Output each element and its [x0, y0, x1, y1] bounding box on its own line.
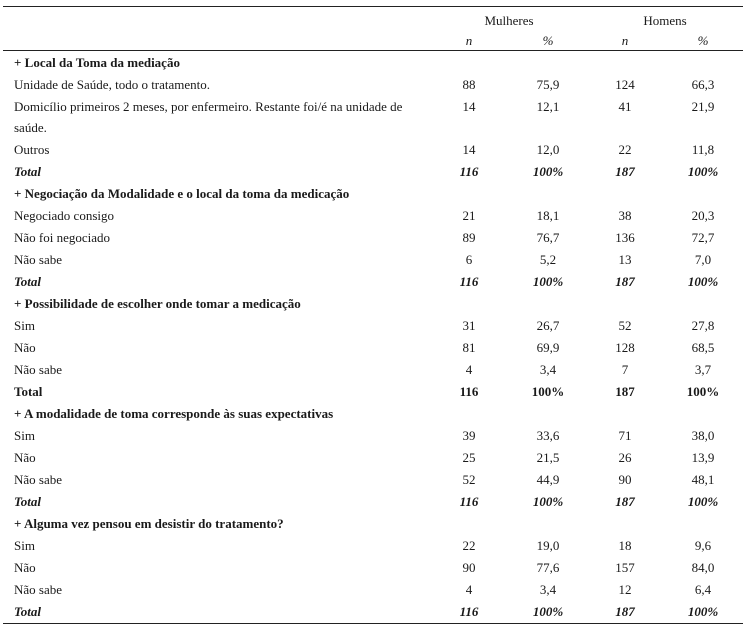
- women-n: 4: [465, 582, 473, 597]
- group-header-homens: Homens: [643, 13, 687, 28]
- total-label: Total: [14, 274, 41, 289]
- women-n-total: 116: [459, 384, 479, 399]
- row-label: Outros: [14, 142, 50, 157]
- men-percent: 38,0: [691, 428, 715, 443]
- men-n: 7: [621, 362, 629, 377]
- row-label: Sim: [14, 538, 35, 553]
- men-n: 12: [618, 582, 632, 597]
- men-n-total: 187: [615, 494, 635, 509]
- men-n-total: 187: [615, 164, 635, 179]
- men-percent: 20,3: [691, 208, 715, 223]
- row-label: Não: [14, 340, 36, 355]
- women-n: 52: [462, 472, 476, 487]
- women-percent: 18,1: [536, 208, 560, 223]
- men-percent: 13,9: [691, 450, 715, 465]
- row-label: Não foi negociado: [14, 230, 111, 245]
- section-title: + Negociação da Modalidade e o local da toma da medicação: [14, 186, 350, 201]
- women-n: 81: [462, 340, 476, 355]
- men-percent: 9,6: [694, 538, 712, 553]
- table-row: [0, 447, 745, 469]
- women-n: 39: [462, 428, 476, 443]
- women-percent-total: 100%: [532, 274, 564, 289]
- total-row: [0, 161, 745, 183]
- table-row: [0, 139, 745, 161]
- section-title: + A modalidade de toma corresponde às suas expectativas: [14, 406, 334, 421]
- women-n: 21: [462, 208, 476, 223]
- men-n: 124: [615, 77, 635, 92]
- total-row: [0, 381, 745, 403]
- total-label: Total: [14, 494, 41, 509]
- men-percent-total: 100%: [687, 494, 719, 509]
- women-n: 4: [465, 362, 473, 377]
- row-label: Sim: [14, 318, 35, 333]
- women-percent-total: 100%: [532, 164, 564, 179]
- men-percent: 48,1: [691, 472, 715, 487]
- row-label: Negociado consigo: [14, 208, 115, 223]
- total-label: Total: [14, 164, 41, 179]
- section-header: [0, 183, 745, 205]
- bottom-rule: [3, 623, 743, 624]
- women-n: 88: [462, 77, 476, 92]
- men-n-total: 187: [615, 604, 635, 619]
- women-n-total: 116: [459, 604, 479, 619]
- women-percent: 5,2: [539, 252, 557, 267]
- subheader-n: n: [621, 33, 629, 48]
- women-percent: 21,5: [536, 450, 560, 465]
- men-n-total: 187: [615, 384, 635, 399]
- women-percent: 69,9: [536, 340, 560, 355]
- table-row: [0, 74, 745, 96]
- table-row: [0, 249, 745, 271]
- women-percent: 19,0: [536, 538, 560, 553]
- women-percent: 44,9: [536, 472, 560, 487]
- subheader-percent: %: [697, 33, 709, 48]
- men-percent-total: 100%: [687, 164, 719, 179]
- men-n: 128: [615, 340, 635, 355]
- women-percent: 76,7: [536, 230, 560, 245]
- row-label: Domicílio primeiros 2 meses, por enfermeiro. Restante foi/é na unidade de saúde.: [14, 99, 403, 135]
- table-row: [0, 205, 745, 227]
- men-n: 41: [618, 99, 632, 114]
- women-percent: 3,4: [539, 362, 557, 377]
- row-label: Sim: [14, 428, 35, 443]
- men-n: 13: [618, 252, 632, 267]
- total-row: [0, 271, 745, 293]
- table-row: [0, 469, 745, 491]
- men-percent: 27,8: [691, 318, 715, 333]
- women-n-total: 116: [459, 274, 479, 289]
- men-percent-total: 100%: [687, 274, 719, 289]
- women-n: 22: [462, 538, 476, 553]
- men-n: 157: [615, 560, 635, 575]
- table-row: [0, 337, 745, 359]
- men-percent: 3,7: [694, 362, 712, 377]
- table-row: [0, 557, 745, 579]
- table-row: [0, 227, 745, 249]
- women-n: 25: [462, 450, 476, 465]
- women-n: 6: [465, 252, 473, 267]
- section-header: [0, 293, 745, 315]
- section-header: [0, 513, 745, 535]
- table-row: [0, 315, 745, 337]
- women-percent: 26,7: [536, 318, 560, 333]
- group-header-mulheres: Mulheres: [484, 13, 534, 28]
- subheader-percent: %: [542, 33, 554, 48]
- row-label: Unidade de Saúde, todo o tratamento.: [14, 77, 211, 92]
- men-n: 26: [618, 450, 632, 465]
- men-n: 52: [618, 318, 632, 333]
- section-header: [0, 52, 745, 74]
- men-n-total: 187: [615, 274, 635, 289]
- women-percent: 75,9: [536, 77, 560, 92]
- section-title: + Local da Toma da mediação: [14, 55, 180, 70]
- men-percent-total: 100%: [687, 604, 719, 619]
- women-percent: 12,1: [536, 99, 560, 114]
- header-rule: [3, 50, 743, 51]
- women-n: 89: [462, 230, 476, 245]
- top-rule: [3, 6, 743, 7]
- men-percent: 66,3: [691, 77, 715, 92]
- women-percent: 3,4: [539, 582, 557, 597]
- total-row: [0, 601, 745, 623]
- men-n: 18: [618, 538, 632, 553]
- total-label: Total: [14, 604, 41, 619]
- men-n: 22: [618, 142, 632, 157]
- men-percent: 6,4: [694, 582, 712, 597]
- women-percent: 33,6: [536, 428, 560, 443]
- total-row: [0, 491, 745, 513]
- women-n: 31: [462, 318, 476, 333]
- row-label: Não sabe: [14, 582, 63, 597]
- table-row: [0, 96, 745, 139]
- women-n: 14: [462, 99, 476, 114]
- women-percent-total: 100%: [532, 494, 564, 509]
- men-n: 38: [618, 208, 632, 223]
- men-percent: 84,0: [691, 560, 715, 575]
- men-n: 136: [615, 230, 635, 245]
- men-percent: 11,8: [691, 142, 715, 157]
- men-percent: 72,7: [691, 230, 715, 245]
- table-row: [0, 359, 745, 381]
- women-percent-total: 100%: [531, 384, 565, 399]
- women-percent: 12,0: [536, 142, 560, 157]
- women-percent-total: 100%: [532, 604, 564, 619]
- table-row: [0, 535, 745, 557]
- row-label: Não: [14, 450, 36, 465]
- women-percent: 77,6: [536, 560, 560, 575]
- table-row: [0, 579, 745, 601]
- women-n: 14: [462, 142, 476, 157]
- section-title: + Possibilidade de escolher onde tomar a medicação: [14, 296, 301, 311]
- men-percent: 21,9: [691, 99, 715, 114]
- row-label: Não sabe: [14, 472, 63, 487]
- table-row: [0, 425, 745, 447]
- total-label: Total: [14, 384, 43, 399]
- row-label: Não sabe: [14, 362, 63, 377]
- men-percent-total: 100%: [686, 384, 720, 399]
- men-percent: 7,0: [694, 252, 712, 267]
- subheader-n: n: [465, 33, 473, 48]
- men-n: 71: [618, 428, 632, 443]
- row-label: Não: [14, 560, 36, 575]
- women-n-total: 116: [459, 164, 479, 179]
- section-title: + Alguma vez pensou em desistir do tratamento?: [14, 516, 284, 531]
- row-label: Não sabe: [14, 252, 63, 267]
- women-n: 90: [462, 560, 476, 575]
- men-n: 90: [618, 472, 632, 487]
- men-percent: 68,5: [691, 340, 715, 355]
- section-header: [0, 403, 745, 425]
- women-n-total: 116: [459, 494, 479, 509]
